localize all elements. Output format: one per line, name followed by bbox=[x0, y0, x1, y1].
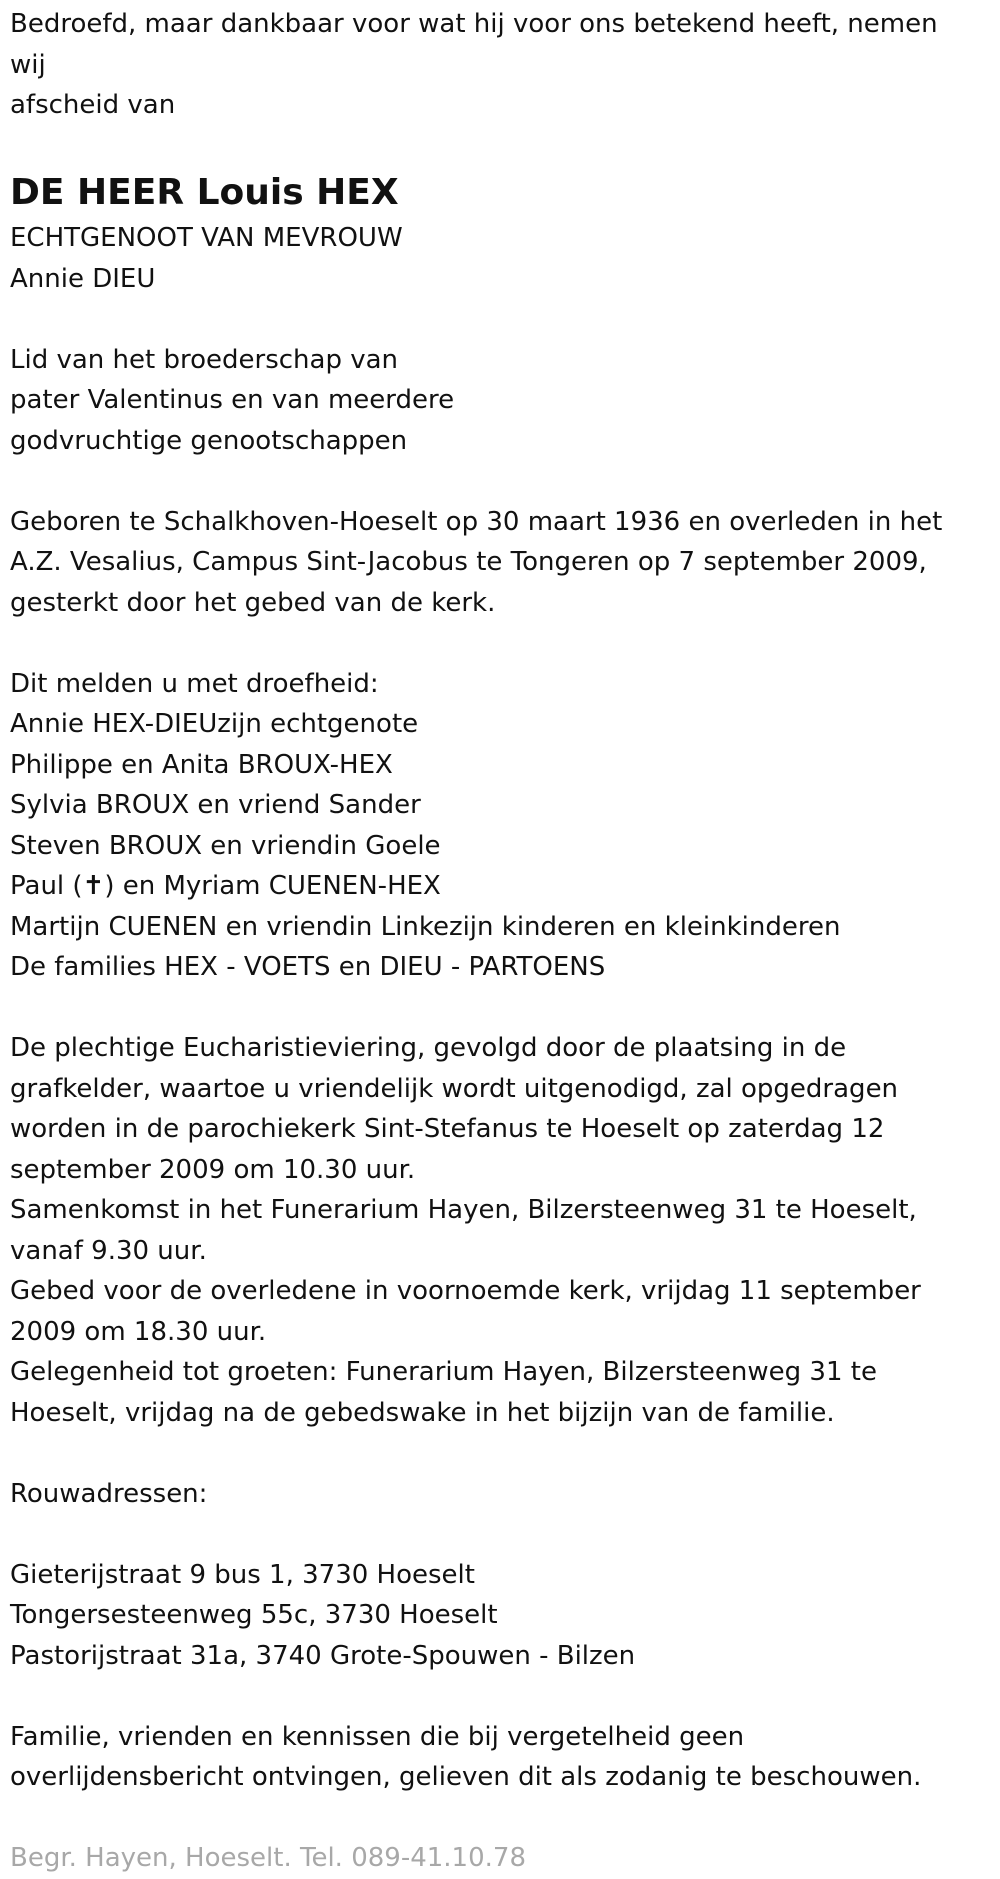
ceremony-line: worden in de parochiekerk Sint-Stefanus te Hoeselt op zaterdag 12 bbox=[10, 1114, 885, 1144]
closing-section bbox=[10, 1717, 1000, 1798]
spacer bbox=[10, 1514, 1000, 1555]
birth-death-line: Geboren te Schalkhoven-Hoeselt op 30 maart 1936 en overleden in het bbox=[10, 506, 943, 537]
spouse-title: ECHTGENOOT VAN MEVROUW bbox=[10, 223, 403, 253]
address-line: Tongersesteenweg 55c, 3730 Hoeselt bbox=[10, 1600, 498, 1630]
spouse-name: Annie DIEU bbox=[10, 263, 156, 294]
family-member: Sylvia BROUX en vriend Sander bbox=[10, 790, 421, 820]
birth-death-section bbox=[10, 502, 1000, 624]
addresses-section bbox=[10, 1474, 1000, 1677]
family-member: Martijn CUENEN en vriendin Linkezijn kinderen en kleinkinderen bbox=[10, 911, 841, 942]
ceremony-line: Gebed voor de overledene in voornoemde kerk, vrijdag 11 september bbox=[10, 1276, 921, 1306]
ceremony-line: september 2009 om 10.30 uur. bbox=[10, 1154, 416, 1185]
spacer bbox=[10, 461, 1000, 502]
family-section bbox=[10, 664, 1000, 988]
family-member: Annie HEX-DIEUzijn echtgenote bbox=[10, 709, 419, 739]
deceased-section bbox=[10, 168, 1000, 299]
intro-line: afscheid van bbox=[10, 90, 176, 120]
spacer bbox=[10, 623, 1000, 664]
ceremony-line: vanaf 9.30 uur. bbox=[10, 1235, 207, 1266]
ceremony-line: 2009 om 18.30 uur. bbox=[10, 1316, 267, 1347]
ceremony-line: Gelegenheid tot groeten: Funerarium Hayen, Bilzersteenweg 31 te bbox=[10, 1357, 877, 1387]
spacer bbox=[10, 299, 1000, 340]
address-line: Pastorijstraat 31a, 3740 Grote-Spouwen - Bilzen bbox=[10, 1640, 636, 1671]
undertaker-footer: Begr. Hayen, Hoeselt. Tel. 089-41.10.78 bbox=[10, 1843, 526, 1873]
spacer bbox=[10, 126, 1000, 167]
membership-line: Lid van het broederschap van bbox=[10, 344, 399, 375]
membership-line: pater Valentinus en van meerdere bbox=[10, 385, 455, 415]
membership-section bbox=[10, 340, 1000, 462]
ceremony-line: De plechtige Eucharistieviering, gevolgd door de plaatsing in de bbox=[10, 1033, 847, 1063]
family-member: Philippe en Anita BROUX-HEX bbox=[10, 749, 393, 780]
birth-death-line: A.Z. Vesalius, Campus Sint-Jacobus te Tongeren op 7 september 2009, bbox=[10, 547, 927, 577]
intro-line: wij bbox=[10, 49, 46, 80]
spacer bbox=[10, 1798, 1000, 1839]
intro-section bbox=[10, 4, 1000, 126]
addresses-heading: Rouwadressen: bbox=[10, 1478, 208, 1509]
intro-line: Bedroefd, maar dankbaar voor wat hij voor ons betekend heeft, nemen bbox=[10, 9, 938, 39]
birth-death-line: gesterkt door het gebed van de kerk. bbox=[10, 587, 496, 618]
closing-line: Familie, vrienden en kennissen die bij vergetelheid geen bbox=[10, 1721, 745, 1752]
ceremony-line: Hoeselt, vrijdag na de gebedswake in het bijzijn van de familie. bbox=[10, 1397, 835, 1428]
family-member: De families HEX - VOETS en DIEU - PARTOENS bbox=[10, 952, 606, 982]
spacer bbox=[10, 1433, 1000, 1474]
spacer bbox=[10, 988, 1000, 1029]
closing-line: overlijdensbericht ontvingen, gelieven dit als zodanig te beschouwen. bbox=[10, 1762, 922, 1792]
deceased-name: DE HEER Louis HEX bbox=[10, 172, 399, 213]
family-member: Steven BROUX en vriendin Goele bbox=[10, 830, 441, 861]
family-member: Paul (✝) en Myriam CUENEN-HEX bbox=[10, 871, 441, 901]
ceremony-section bbox=[10, 1028, 1000, 1433]
address-line: Gieterijstraat 9 bus 1, 3730 Hoeselt bbox=[10, 1559, 475, 1590]
ceremony-line: grafkelder, waartoe u vriendelijk wordt uitgenodigd, zal opgedragen bbox=[10, 1073, 899, 1104]
spacer bbox=[10, 1676, 1000, 1717]
membership-line: godvruchtige genootschappen bbox=[10, 425, 408, 456]
ceremony-line: Samenkomst in het Funerarium Hayen, Bilzersteenweg 31 te Hoeselt, bbox=[10, 1195, 917, 1225]
family-heading: Dit melden u met droefheid: bbox=[10, 668, 379, 699]
